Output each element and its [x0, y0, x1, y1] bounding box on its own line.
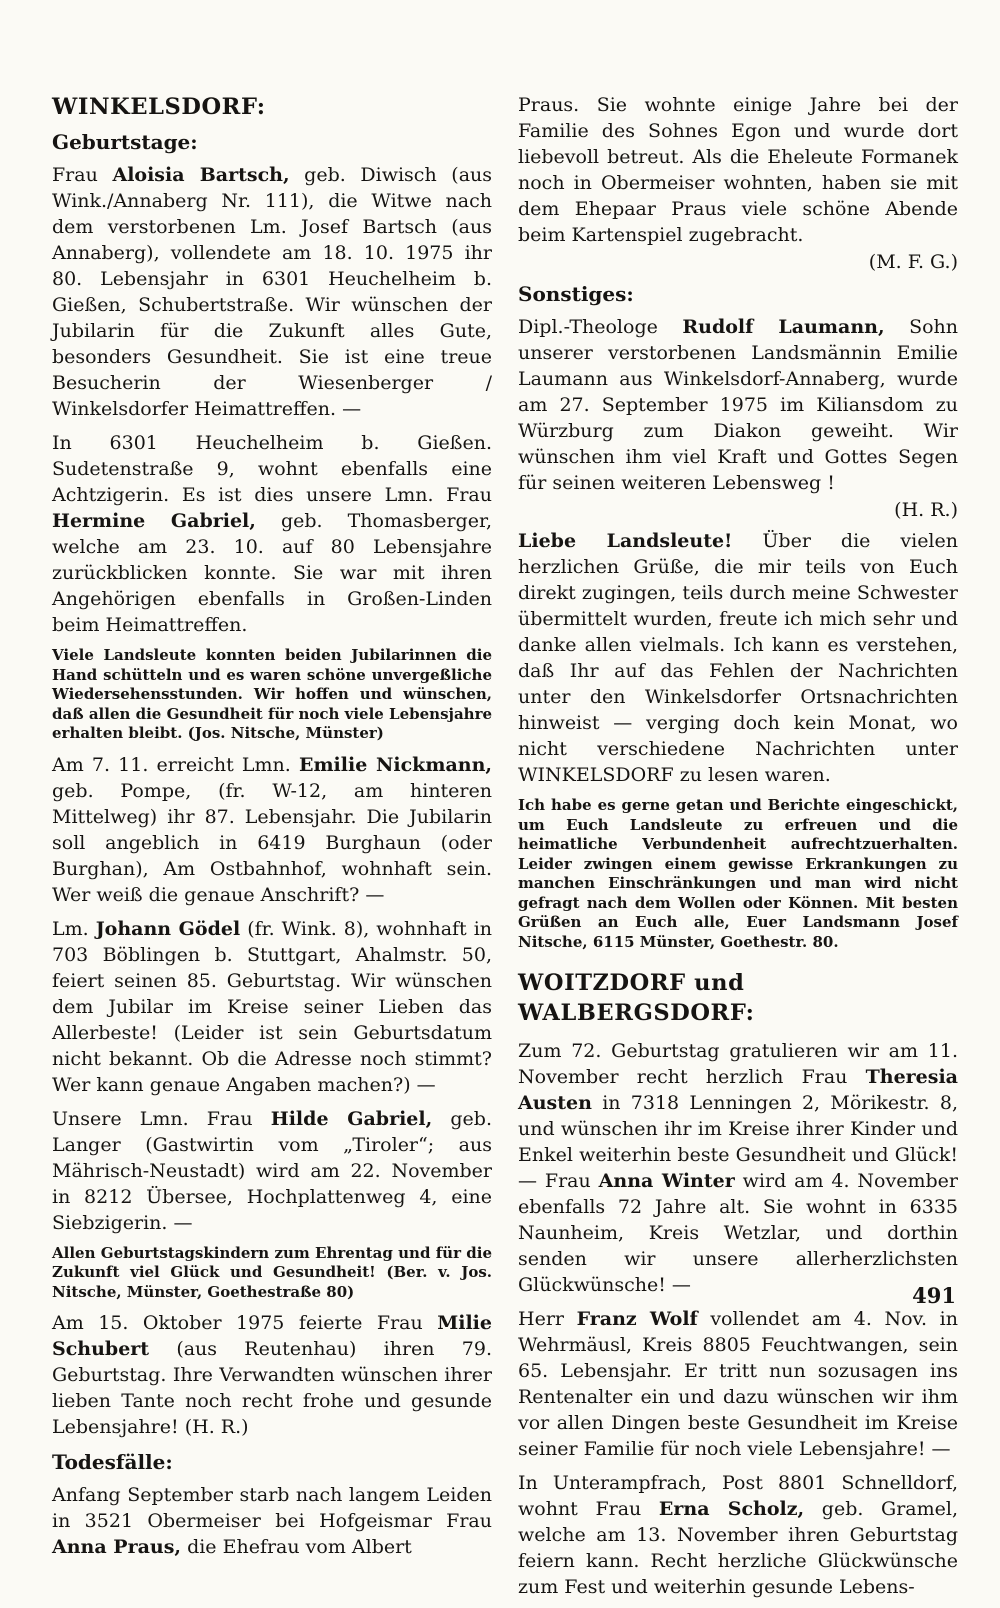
paragraph-johann-goedel: [52, 916, 492, 1098]
paragraph-franz-wolf: [518, 1306, 958, 1462]
paragraph-hermine-gabriel-text: Hermine Gabriel,: [52, 510, 256, 532]
paragraph-aloisia-bartsch: [52, 162, 492, 422]
paragraph-anna-praus-text: die Ehefrau vom Albert: [181, 1536, 412, 1558]
paragraph-rudolf-laumann-text: Sohn unserer verstorbenen Landsmännin Emilie Laumann aus Winkelsdorf-Annaberg, wurde am 27. September 1975 im Kiliansdom zu Würzburg zum Diakon geweiht. Wir wünschen ihm viel Kraft und Gottes Segen für seinen weiteren Lebensweg !: [518, 316, 959, 494]
subheading-todesfaelle: [52, 1448, 492, 1476]
paragraph-erna-scholz-text: Erna Scholz,: [658, 1498, 805, 1520]
note-nitsche-text: Nitsche,: [518, 932, 588, 951]
signature-mfg: [518, 250, 958, 274]
section-heading-woitzdorf: [518, 968, 958, 1028]
paragraph-johann-goedel-text: Johann Gödel: [95, 917, 241, 940]
paragraph-emilie-nickmann-text: geb. Pompe, (fr. W-12, am hinteren Mittelweg) ihr 87. Lebensjahr. Die Jubilarin soll angeblich in 6419 Burghaun (oder Burghan), Am Ostbahnhof, wohnhaft sein. Wer weiß die genaue Anschrift? —: [52, 779, 492, 906]
subheading-geburtstage: [52, 128, 492, 156]
subheading-sonstiges-text: Sonstiges:: [518, 282, 634, 306]
paragraph-hilde-gabriel-text: Hilde Gabriel,: [270, 1107, 433, 1130]
subheading-sonstiges: [518, 280, 958, 308]
text-columns: [52, 92, 958, 1608]
paragraph-milie-schubert-text: Am 15. Oktober 1975 feierte Frau: [52, 1312, 438, 1334]
paragraph-liebe-landsleute-text: Über die vielen herzlichen Grüße, die mir teils von Euch direkt zugingen, teils durch meine Schwester übermittelt wurden, freute ich mich sehr und danke allen vielmals. Ich kann es verstehen, daß Ihr auf das Fehlen der Nachrichten unter den Winkelsdorfer Ortsnachrichten hinweist — verging doch kein Monat, wo nicht verschiedene Nachrichten unter WINKELSDORF zu lesen waren.: [518, 530, 958, 786]
paragraph-johann-goedel-text: Lm.: [52, 917, 96, 940]
paragraph-rudolf-laumann-text: Dipl.-Theologe: [518, 316, 683, 338]
section-heading-winkelsdorf-text: WINKELSDORF:: [52, 94, 266, 120]
note-nitsche: [518, 796, 958, 952]
paragraph-anna-praus: [52, 1482, 492, 1560]
section-heading-woitzdorf-text: WOITZDORF und WALBERGSDORF:: [518, 970, 755, 1026]
paragraph-aloisia-bartsch-text: Aloisia Bartsch,: [112, 164, 290, 186]
paragraph-rudolf-laumann-text: Rudolf Laumann,: [682, 316, 885, 338]
paragraph-hermine-gabriel: [52, 430, 492, 638]
paragraph-erna-scholz-text: geb. Gramel, welche am 13. November ihren Geburtstag feiern kann. Recht herzliche Glückwünsche zum Fest und weiterhin gesunde Lebens-: [518, 1498, 958, 1598]
note-jubilarinnen-text: Viele Landsleute konnten beiden Jubilarinnen die Hand schütteln und es waren schöne unvergeßliche Wiedersehensstunden. Wir hoffen und wünschen, daß allen die Gesundheit für noch viele Lebensjahre erhalten bleibt. (Jos. Nitsche, Münster): [52, 646, 493, 742]
column-right: [518, 92, 958, 1608]
paragraph-erna-scholz: [518, 1470, 958, 1600]
paragraph-liebe-landsleute: [518, 528, 958, 788]
paragraph-anna-praus-text: Anna Praus,: [52, 1536, 182, 1558]
paragraph-emilie-nickmann-text: Emilie Nickmann,: [298, 753, 492, 776]
paragraph-milie-schubert-text: (aus Reutenhau) ihren 79. Geburtstag. Ihre Verwandten wünschen ihrer lieben Tante noch recht frohe und gesunde Lebensjahre! (H. R.): [52, 1338, 492, 1438]
paragraph-franz-wolf-text: Franz Wolf: [576, 1308, 698, 1330]
paragraph-franz-wolf-text: vollendet am 4. Nov. in Wehrmäusl, Kreis 8805 Feuchtwangen, sein 65. Lebensjahr. Er tritt nun sozusagen ins Rentenalter ein und dazu wünschen wir ihm vor allen Dingen beste Gesundheit im Kreise seiner Familie für noch viele Lebensjahre! —: [518, 1308, 958, 1460]
note-nitsche-text: Ich habe es gerne getan und Berichte eingeschickt, um Euch Landsleute zu erfreuen und die heimatliche Verbundenheit aufrechtzuerhalten. Leider zwingen einem gewisse Erkrankungen zu manchen Einschränkungen und man wird nicht gefragt nach dem Wollen oder Können. Mit besten Grüßen an Euch alle, Euer Landsmann Josef: [518, 796, 958, 931]
subheading-geburtstage-text: Geburtstage:: [52, 130, 198, 154]
paragraph-anna-praus-text: Anfang September starb nach langem Leiden in 3521 Obermeiser bei Hofgeismar Frau: [52, 1484, 492, 1532]
paragraph-theresia-austen-text: Anna Winter: [598, 1170, 735, 1192]
section-heading-winkelsdorf: [52, 92, 492, 122]
signature-hr: [518, 498, 958, 522]
paragraph-theresia-austen-text: Zum 72. Geburtstag gratulieren wir am 11. November recht herzlich Frau: [518, 1040, 958, 1088]
paragraph-hermine-gabriel-text: In 6301 Heuchelheim b. Gießen. Sudetenstraße 9, wohnt ebenfalls eine Achtzigerin. Es ist dies unsere Lmn. Frau: [52, 432, 492, 506]
note-geburtstagskinder: [52, 1244, 492, 1303]
paragraph-hilde-gabriel: [52, 1106, 492, 1236]
page-number: 491: [912, 1283, 956, 1308]
note-jubilarinnen: [52, 646, 492, 744]
paragraph-theresia-austen-text: Theresia Austen: [518, 1066, 958, 1114]
paragraph-erna-scholz-text: In Unterampfrach, Post 8801 Schnelldorf, wohnt Frau: [518, 1472, 958, 1520]
paragraph-theresia-austen: [518, 1038, 958, 1298]
signature-hr-text: (H. R.): [894, 499, 958, 521]
signature-mfg-text: (M. F. G.): [868, 251, 958, 273]
paragraph-johann-goedel-text: (fr. Wink. 8), wohnhaft in 703 Böblingen b. Stuttgart, Ahalmstr. 50, feiert seinen 85. Geburtstag. Wir wünschen dem Jubilar im Kreise seiner Lieben das Allerbeste! (Leider ist sein Geburtsdatum nicht bekannt. Ob die Adresse noch stimmt? Wer kann genaue Angaben machen?) —: [52, 917, 493, 1096]
paragraph-milie-schubert: [52, 1310, 492, 1440]
column-left: [52, 92, 492, 1608]
paragraph-aloisia-bartsch-text: geb. Diwisch (aus Wink./Annaberg Nr. 111), die Witwe nach dem verstorbenen Lm. Josef Bartsch (aus Annaberg), vollendete am 18. 10. 1975 ihr 80. Lebensjahr in 6301 Heuchelheim b. Gießen, Schubertstraße. Wir wünschen der Jubilarin für die Zukunft alles Gute, besonders Gesundheit. Sie ist eine treue Besucherin der Wiesenberger / Winkelsdorfer Heimattreffen. —: [52, 164, 493, 420]
paragraph-emilie-nickmann-text: Am 7. 11. erreicht Lmn.: [52, 753, 299, 776]
paragraph-theresia-austen-text: in 7318 Lenningen 2, Mörikestr. 8, und wünschen ihr im Kreise ihrer Kinder und Enkel weiterhin beste Gesundheit und Glück! — Frau: [518, 1092, 958, 1192]
paragraph-franz-wolf-text: Herr: [518, 1308, 577, 1330]
paragraph-theresia-austen-text: wird am 4. November ebenfalls 72 Jahre alt. Sie wohnt in 6335 Naunheim, Kreis Wetzlar, und dorthin senden wir unsere allerherzlichsten Glückwünsche! —: [518, 1170, 958, 1296]
paragraph-praus-continued-text: Praus. Sie wohnte einige Jahre bei der Familie des Sohnes Egon und wurde dort liebevoll betreut. Als die Eheleute Formanek noch in Obermeiser wohnten, haben sie mit dem Ehepaar Praus viele schöne Abende beim Kartenspiel zugebracht.: [518, 94, 958, 246]
paragraph-rudolf-laumann: [518, 314, 958, 496]
paragraph-hermine-gabriel-text: geb. Thomasberger, welche am 23. 10. auf 80 Lebensjahre zurückblicken konnte. Sie war mit ihren Angehörigen ebenfalls in Großen-Linden beim Heimattreffen.: [52, 510, 492, 636]
paragraph-aloisia-bartsch-text: Frau: [52, 164, 113, 186]
paragraph-hilde-gabriel-text: Unsere Lmn. Frau: [52, 1107, 271, 1130]
paragraph-praus-continued: [518, 92, 958, 248]
paragraph-emilie-nickmann: [52, 752, 492, 908]
paragraph-hilde-gabriel-text: geb. Langer (Gastwirtin vom „Tiroler“; aus Mährisch-Neustadt) wird am 22. November in 8212 Übersee, Hochplattenweg 4, eine Siebzigerin. —: [52, 1107, 492, 1234]
paragraph-liebe-landsleute-text: Liebe Landsleute!: [518, 530, 733, 552]
subheading-todesfaelle-text: Todesfälle:: [52, 1450, 173, 1474]
note-geburtstagskinder-text: Allen Geburtstagskindern zum Ehrentag und für die Zukunft viel Glück und Gesundheit! (Ber. v. Jos. Nitsche, Münster, Goethestraße 80): [52, 1243, 492, 1301]
paragraph-milie-schubert-text: Milie Schubert: [52, 1312, 492, 1360]
note-nitsche-text: 6115 Münster, Goethestr. 80.: [587, 932, 839, 951]
